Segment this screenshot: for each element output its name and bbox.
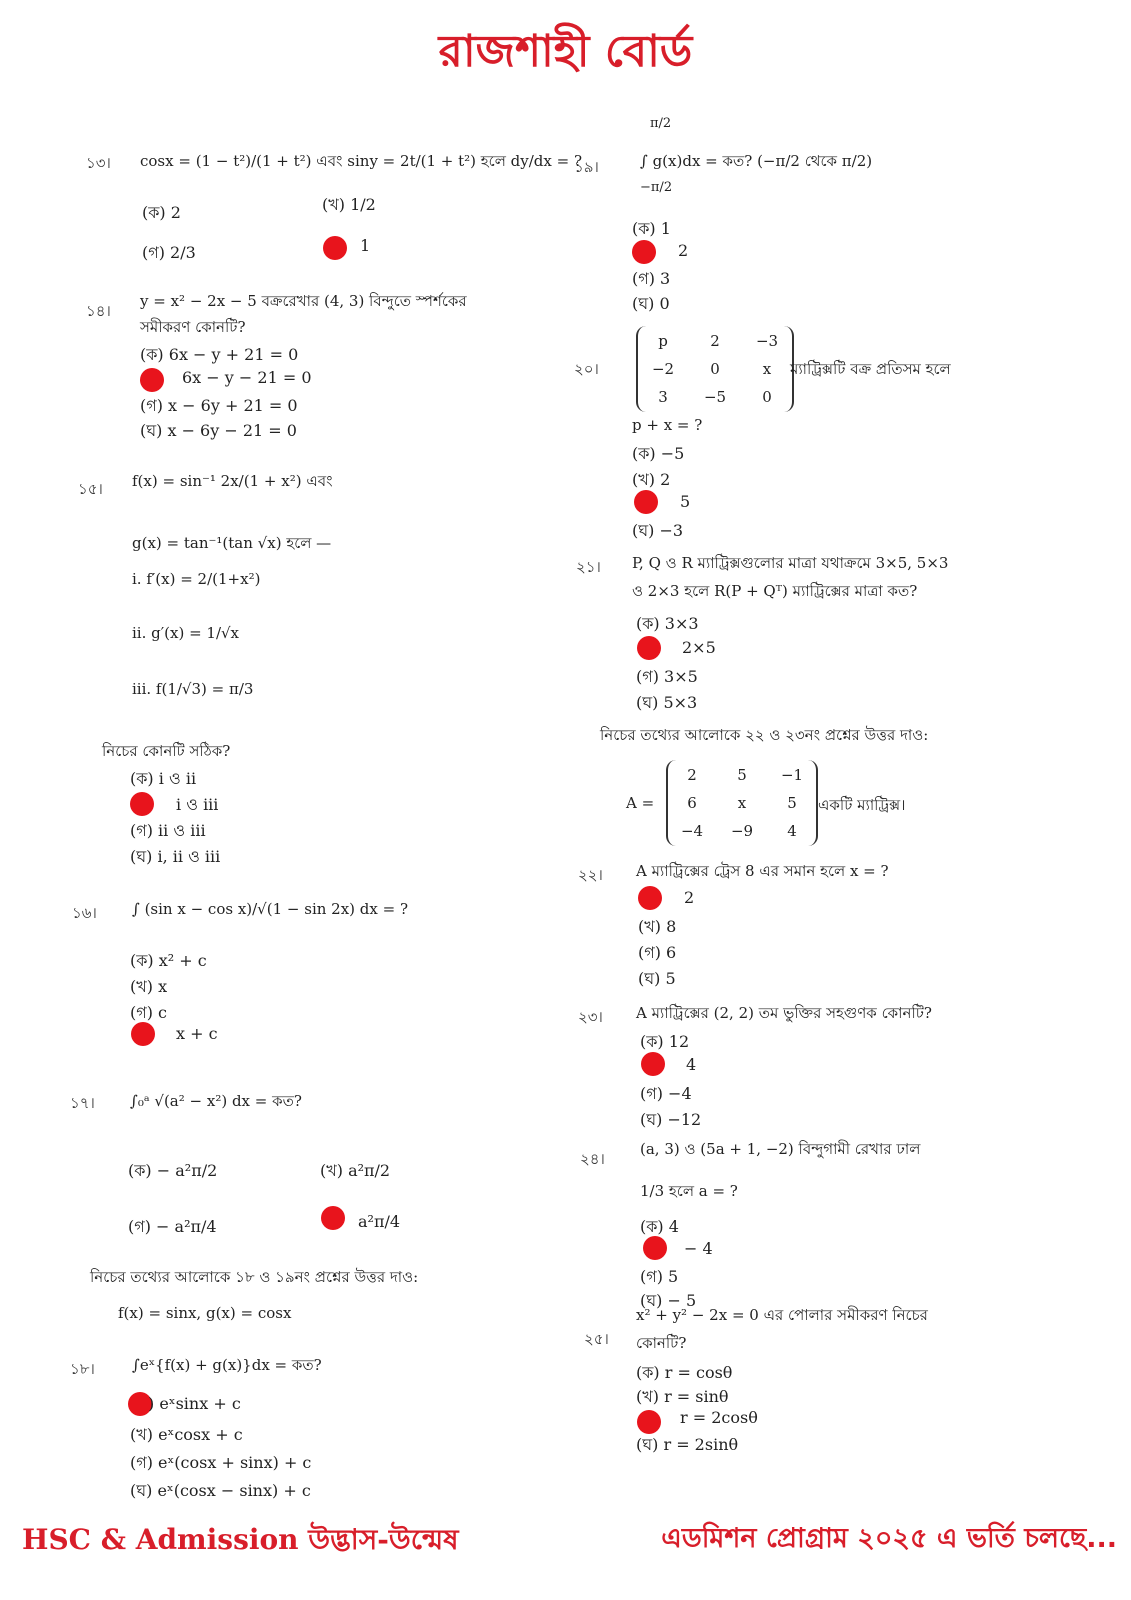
q19-lower-limit: −π/2 — [640, 180, 673, 195]
matrix-a-cell: 4 — [787, 822, 797, 840]
footer-admission-note: এডমিশন প্রোগ্রাম ২০২৫ এ ভর্তি চলছে... — [661, 1523, 1117, 1554]
matrix-a-cell: 5 — [787, 794, 797, 812]
q17-answer-marker — [321, 1206, 345, 1230]
matrix-a — [666, 760, 818, 846]
q13-option-kha[interactable]: (খ) 1/2 — [322, 195, 376, 214]
q15-stem-line2: g(x) = tan⁻¹(tan √x) হলে — — [132, 534, 332, 552]
q25-option-ka[interactable]: (ক) r = cosθ — [636, 1363, 733, 1382]
matrix-a-cell: −4 — [680, 822, 704, 840]
q16-option-gha[interactable]: x + c — [176, 1024, 218, 1043]
q18-option-gha[interactable]: (ঘ) eˣ(cosx − sinx) + c — [130, 1481, 311, 1500]
q15-statement-iii: iii. f(1/√3) = π/3 — [132, 680, 254, 698]
q20-stem: ম্যাট্রিক্সটি বক্র প্রতিসম হলে — [790, 360, 951, 378]
q22-option-ka[interactable]: 2 — [684, 888, 695, 907]
q25-answer-marker — [637, 1410, 661, 1434]
q20-matrix-cell: p — [658, 332, 668, 350]
info-18-19-expr: f(x) = sinx, g(x) = cosx — [118, 1304, 292, 1322]
q14-stem-line1: y = x² − 2x − 5 বক্ররেখার (4, 3) বিন্দুতে স্পর্শকের — [140, 292, 467, 310]
q17-option-ga[interactable]: (গ) − a²π/4 — [128, 1217, 217, 1236]
q20-matrix-cell: 2 — [710, 332, 720, 350]
q25-number: ২৫। — [584, 1330, 609, 1348]
matrix-a-cell: 2 — [687, 766, 697, 784]
q20-ask: p + x = ? — [632, 416, 703, 434]
q20-option-ka[interactable]: (ক) −5 — [632, 444, 685, 463]
matrix-a-cell: x — [737, 794, 747, 812]
q15-statement-ii: ii. g′(x) = 1/√x — [132, 624, 240, 642]
q14-answer-marker — [140, 368, 164, 392]
matrix-a-cell: 5 — [737, 766, 747, 784]
q16-number: ১৬। — [72, 904, 97, 922]
q17-stem: ∫₀ᵃ √(a² − x²) dx = কত? — [130, 1092, 302, 1110]
q20-matrix-cell: −5 — [703, 388, 727, 406]
q25-option-ga[interactable]: r = 2cosθ — [680, 1408, 758, 1427]
q18-number: ১৮। — [70, 1360, 95, 1378]
q24-option-gha[interactable]: (ঘ) − 5 — [640, 1291, 697, 1310]
q23-number: ২৩। — [578, 1008, 603, 1026]
q22-option-ga[interactable]: (গ) 6 — [638, 943, 677, 962]
q25-stem-line2: কোনটি? — [636, 1334, 687, 1352]
q16-stem: ∫ (sin x − cos x)/√(1 − sin 2x) dx = ? — [132, 900, 408, 918]
q21-option-ka[interactable]: (ক) 3×3 — [636, 614, 699, 633]
q21-stem-line2: ও 2×3 হলে R(P + Qᵀ) ম্যাট্রিক্সের মাত্রা কত? — [632, 582, 918, 600]
footer-brand: HSC & Admission উদ্ভাস-উন্মেষ — [22, 1523, 459, 1556]
q16-option-ka[interactable]: (ক) x² + c — [130, 951, 207, 970]
info-22-23: নিচের তথ্যের আলোকে ২২ ও ২৩নং প্রশ্নের উত্তর দাও: — [600, 726, 929, 744]
q13-number: ১৩। — [86, 154, 111, 172]
q21-stem-line1: P, Q ও R ম্যাট্রিক্সগুলোর মাত্রা যথাক্রমে 3×5, 5×3 — [632, 554, 949, 572]
q15-answer-marker — [130, 792, 154, 816]
q25-option-gha[interactable]: (ঘ) r = 2sinθ — [636, 1435, 739, 1454]
q17-option-gha[interactable]: a²π/4 — [358, 1212, 401, 1231]
q21-number: ২১। — [576, 558, 601, 576]
q23-answer-marker — [641, 1052, 665, 1076]
q15-ask: নিচের কোনটি সঠিক? — [102, 742, 231, 760]
q16-option-ga[interactable]: (গ) c — [130, 1003, 168, 1022]
q13-option-gha[interactable]: 1 — [360, 236, 371, 255]
page-title: রাজশাহী বোর্ড — [438, 26, 693, 77]
q20-matrix — [636, 326, 794, 412]
q19-option-kha[interactable]: 2 — [678, 241, 689, 260]
q14-number: ১৪। — [86, 302, 111, 320]
q21-option-kha[interactable]: 2×5 — [682, 638, 716, 657]
q25-option-kha[interactable]: (খ) r = sinθ — [636, 1387, 729, 1406]
q20-matrix-cell: −3 — [755, 332, 779, 350]
q21-option-ga[interactable]: (গ) 3×5 — [636, 667, 698, 686]
q16-answer-marker — [131, 1022, 155, 1046]
q22-number: ২২। — [578, 866, 603, 884]
q20-matrix-cell: 3 — [658, 388, 668, 406]
q24-answer-marker — [643, 1236, 667, 1260]
info-18-19: নিচের তথ্যের আলোকে ১৮ ও ১৯নং প্রশ্নের উত্তর দাও: — [90, 1268, 419, 1286]
q19-option-ga[interactable]: (গ) 3 — [632, 269, 671, 288]
q17-number: ১৭। — [70, 1094, 95, 1112]
q24-number: ২৪। — [580, 1150, 605, 1168]
q14-stem-line2: সমীকরণ কোনটি? — [140, 318, 246, 336]
q24-stem-line1: (a, 3) ও (5a + 1, −2) বিন্দুগামী রেখার ঢাল — [640, 1140, 921, 1158]
matrix-a-cell: 6 — [687, 794, 697, 812]
q13-option-ga[interactable]: (গ) 2/3 — [142, 243, 196, 262]
q23-option-gha[interactable]: (ঘ) −12 — [640, 1110, 702, 1129]
q23-option-kha[interactable]: 4 — [686, 1055, 697, 1074]
matrix-a-cell: −9 — [730, 822, 754, 840]
q14-option-kha[interactable]: 6x − y − 21 = 0 — [182, 368, 312, 387]
q19-upper-limit: π/2 — [650, 116, 672, 131]
q13-answer-marker — [323, 236, 347, 260]
q15-statement-i: i. f′(x) = 2/(1+x²) — [132, 570, 261, 588]
q22-stem: A ম্যাট্রিক্সের ট্রেস 8 এর সমান হলে x = ? — [636, 862, 889, 880]
q22-answer-marker — [638, 886, 662, 910]
q15-stem-line1: f(x) = sin⁻¹ 2x/(1 + x²) এবং — [132, 472, 333, 490]
q20-option-gha[interactable]: (ঘ) −3 — [632, 521, 684, 540]
q15-option-kha[interactable]: i ও iii — [176, 795, 219, 814]
q13-stem: cosx = (1 − t²)/(1 + t²) এবং siny = 2t/(1 + t²) হলে dy/dx = ? — [140, 152, 582, 170]
q20-matrix-cell: 0 — [762, 388, 772, 406]
q23-option-ga[interactable]: (গ) −4 — [640, 1084, 692, 1103]
q19-option-ka[interactable]: (ক) 1 — [632, 219, 671, 238]
q18-option-kha[interactable]: (খ) eˣcosx + c — [130, 1425, 243, 1444]
q24-stem-line2: 1/3 হলে a = ? — [640, 1182, 738, 1200]
q24-option-ka[interactable]: (ক) 4 — [640, 1217, 679, 1236]
q18-option-ka[interactable]: ) eˣsinx + c — [148, 1394, 241, 1413]
q19-answer-marker — [632, 240, 656, 264]
q18-stem: ∫eˣ{f(x) + g(x)}dx = কত? — [132, 1356, 322, 1374]
q15-option-gha[interactable]: (ঘ) i, ii ও iii — [130, 847, 221, 866]
q25-stem-line1: x² + y² − 2x = 0 এর পোলার সমীকরণ নিচের — [636, 1306, 928, 1324]
q24-option-ga[interactable]: (গ) 5 — [640, 1267, 679, 1286]
q20-option-kha[interactable]: (খ) 2 — [632, 470, 671, 489]
q20-answer-marker — [634, 490, 658, 514]
q21-option-gha[interactable]: (ঘ) 5×3 — [636, 693, 698, 712]
q19-number: ১৯। — [574, 158, 599, 176]
q24-option-kha[interactable]: − 4 — [684, 1239, 713, 1258]
matrix-a-cell: −1 — [780, 766, 804, 784]
q23-stem: A ম্যাট্রিক্সের (2, 2) তম ভুক্তির সহগুণক কোনটি? — [636, 1004, 932, 1022]
info-22-23-after: একটি ম্যাট্রিক্স। — [818, 796, 906, 814]
q15-option-ga[interactable]: (গ) ii ও iii — [130, 821, 206, 840]
q13-option-ka[interactable]: (ক) 2 — [142, 203, 181, 222]
q18-option-ga[interactable]: (গ) eˣ(cosx + sinx) + c — [130, 1453, 312, 1472]
q15-number: ১৫। — [78, 480, 103, 498]
q23-option-ka[interactable]: (ক) 12 — [640, 1032, 690, 1051]
q14-option-ga[interactable]: (গ) x − 6y + 21 = 0 — [140, 396, 298, 415]
info-22-23-lhs: A = — [626, 794, 655, 812]
q19-option-gha[interactable]: (ঘ) 0 — [632, 294, 670, 313]
q22-option-gha[interactable]: (ঘ) 5 — [638, 969, 676, 988]
q20-matrix-cell: −2 — [651, 360, 675, 378]
q16-option-kha[interactable]: (খ) x — [130, 977, 168, 996]
q15-option-ka[interactable]: (ক) i ও ii — [130, 769, 197, 788]
q20-matrix-cell: x — [762, 360, 772, 378]
q19-stem: ∫ g(x)dx = কত? (−π/2 থেকে π/2) — [640, 152, 873, 170]
q14-option-gha[interactable]: (ঘ) x − 6y − 21 = 0 — [140, 421, 297, 440]
q14-option-ka[interactable]: (ক) 6x − y + 21 = 0 — [140, 345, 299, 364]
q17-option-kha[interactable]: (খ) a²π/2 — [320, 1161, 391, 1180]
q21-answer-marker — [637, 636, 661, 660]
q17-option-ka[interactable]: (ক) − a²π/2 — [128, 1161, 218, 1180]
q20-number: ২০। — [574, 360, 599, 378]
q20-matrix-cell: 0 — [710, 360, 720, 378]
q20-option-ga[interactable]: 5 — [680, 492, 691, 511]
q22-option-kha[interactable]: (খ) 8 — [638, 917, 677, 936]
